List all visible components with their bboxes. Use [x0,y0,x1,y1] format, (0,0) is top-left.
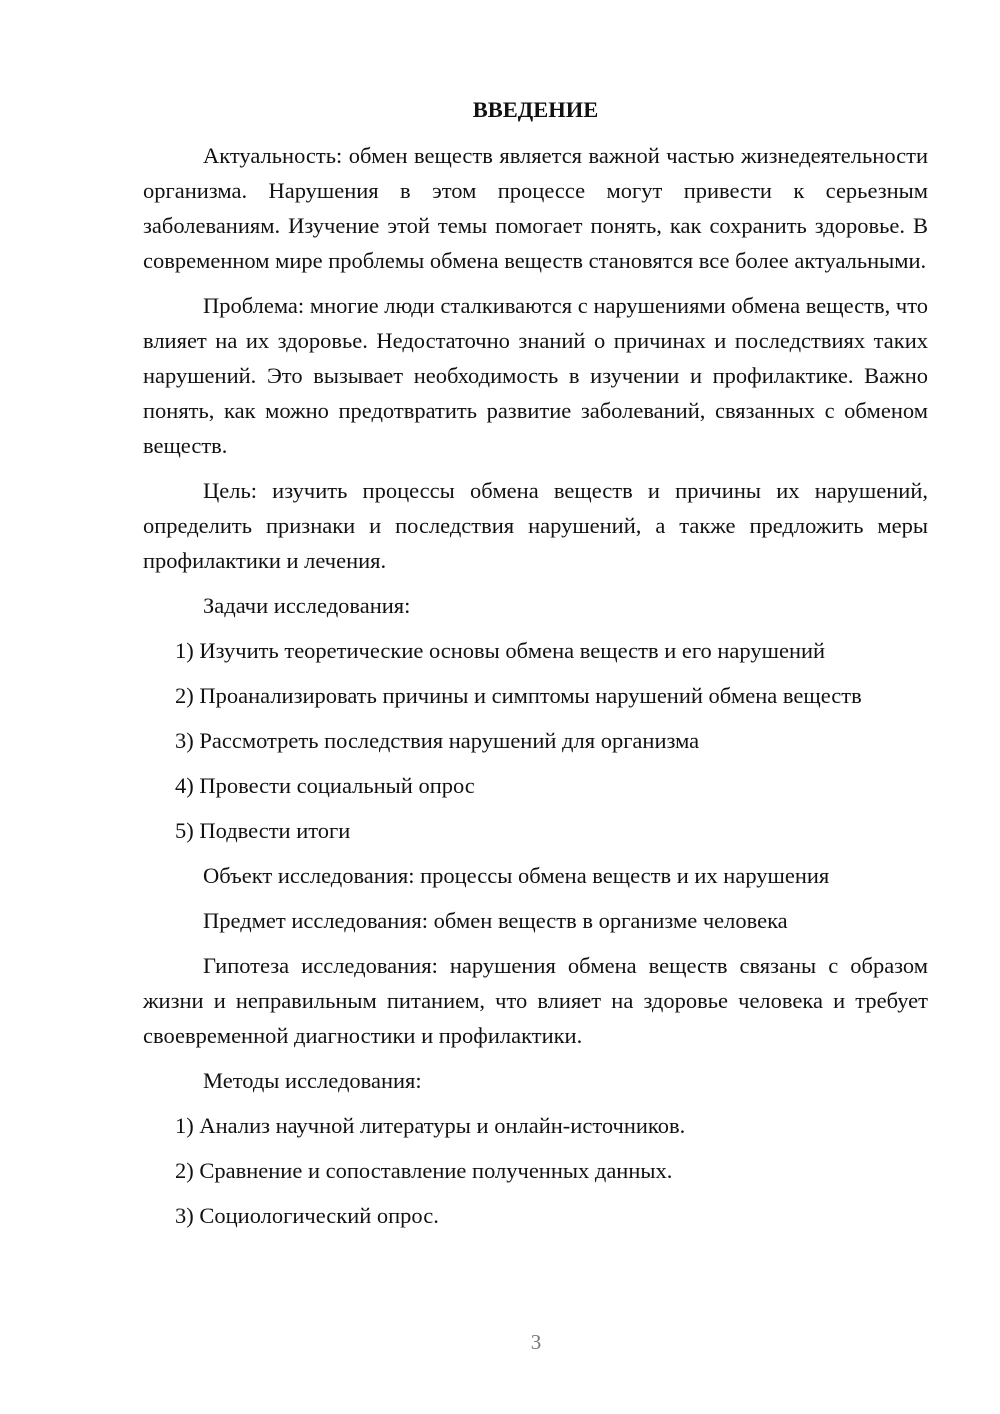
method-item: 2) Сравнение и сопоставление полученных данных. [175,1158,673,1183]
page-number: 3 [530,1330,542,1354]
tasks-heading: Задачи исследования: [203,593,411,618]
relevance-paragraph: Актуальность: обмен веществ является важной частью жизнедеятельности организма. Нарушения в этом процессе могут привести к серьезным заболеваниям. Изучение этой темы помогает понять, как сохранить здоровье. В современном мире проблемы обмена веществ становятся все более актуальными. [143,143,928,273]
page-title: ВВЕДЕНИЕ [472,97,599,122]
task-item: 4) Провести социальный опрос [175,773,475,798]
document-page [143,92,928,1243]
task-item: 2) Проанализировать причины и симптомы нарушений обмена веществ [175,683,862,708]
methods-heading: Методы исследования: [203,1068,422,1093]
task-item: 5) Подвести итоги [175,818,351,843]
method-item: 1) Анализ научной литературы и онлайн-источников. [175,1113,686,1138]
task-item: 1) Изучить теоретические основы обмена веществ и его нарушений [175,638,826,663]
task-item: 3) Рассмотреть последствия нарушений для организма [175,728,700,753]
method-item: 3) Социологический опрос. [175,1203,439,1228]
subject-paragraph: Предмет исследования: обмен веществ в организме человека [203,908,788,933]
hypothesis-paragraph: Гипотеза исследования: нарушения обмена веществ связаны с образом жизни и неправильным питанием, что влияет на здоровье человека и требует своевременной диагностики и профилактики. [143,953,928,1048]
goal-paragraph: Цель: изучить процессы обмена веществ и причины их нарушений, определить признаки и последствия нарушений, а также предложить меры профилактики и лечения. [143,478,928,573]
object-paragraph: Объект исследования: процессы обмена веществ и их нарушения [203,863,830,888]
problem-paragraph: Проблема: многие люди сталкиваются с нарушениями обмена веществ, что влияет на их здоровье. Недостаточно знаний о причинах и последствиях таких нарушений. Это вызывает необходимость в изучении и профилактике. Важно понять, как можно предотвратить развитие заболеваний, связанных с обменом веществ. [143,293,928,458]
